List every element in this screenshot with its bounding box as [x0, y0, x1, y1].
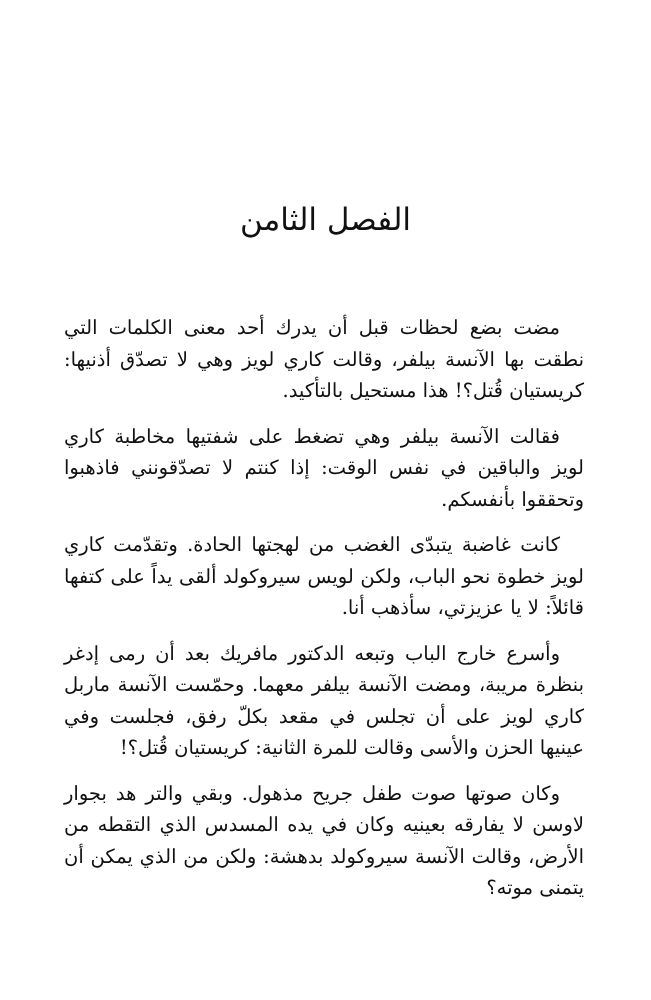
paragraph: وكان صوتها صوت طفل جريح مذهول. وبقي والتر هد بجوار لاوسن لا يفارقه بعينيه وكان في يده المسدس الذي التقطه من الأرض، وقالت الآنسة سيروكولد بدهشة: ولكن من الذي يمكن أن يتمنى موته؟ — [64, 781, 584, 899]
chapter-title: الفصل الثامن — [239, 202, 411, 238]
chapter-body — [64, 312, 584, 918]
paragraph: كانت غاضبة يتبدّى الغضب من لهجتها الحادة. وتقدّمت كاري لويز خطوة نحو الباب، ولكن لويس سيروكولد ألقى يداً على كتفها قائلاً: لا يا عزيزتي، سأذهب أنا. — [64, 533, 584, 619]
paragraph: وأسرع خارج الباب وتبعه الدكتور مافريك بعد أن رمى إدغر بنظرة مريبة، ومضت الآنسة بيلفر معهما. وحمّست الآنسة ماربل كاري لويز على أن تجلس في مقعد بكلّ رفق، فجلست وفي عينيها الحزن والأسى وقالت للمرة الثانية: كريستيان قُتل؟! — [64, 641, 584, 759]
paragraph: مضت بضع لحظات قبل أن يدرك أحد معنى الكلمات التي نطقت بها الآنسة بيلفر، وقالت كاري لويز وهي لا تصدّق أذنيها: كريستيان قُتل؟! هذا مستحيل بالتأكيد. — [64, 316, 584, 402]
paragraph: فقالت الآنسة بيلفر وهي تضغط على شفتيها مخاطبة كاري لويز والباقين في نفس الوقت: إذا كنتم لا تصدّقونني فاذهبوا وتحققوا بأنفسكم. — [64, 424, 584, 511]
